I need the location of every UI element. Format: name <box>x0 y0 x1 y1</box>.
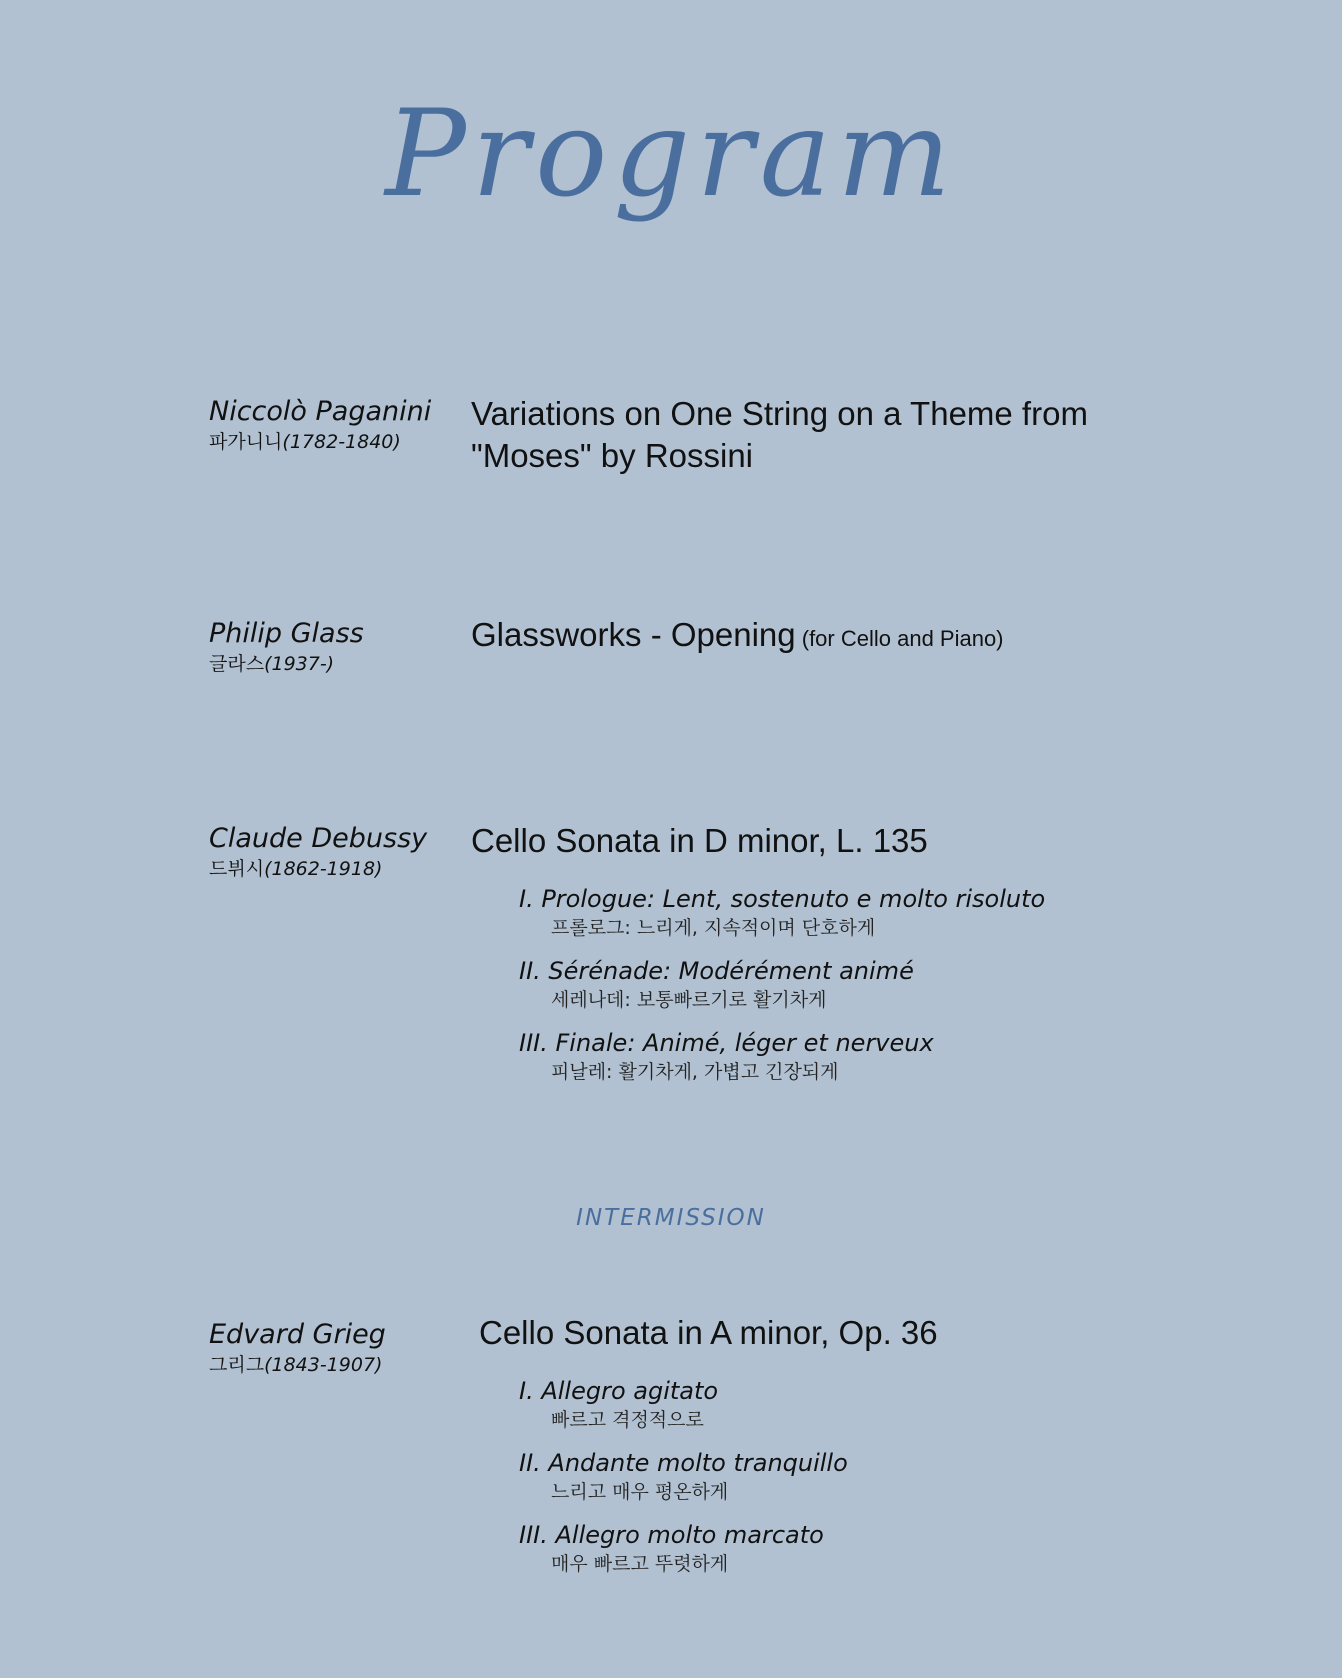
intermission-label: INTERMISSION <box>576 1205 766 1231</box>
movement-item <box>519 956 1091 1014</box>
composer-name: Claude Debussy <box>209 823 428 854</box>
movement-korean: 빠르고 격정적으로 <box>551 1409 704 1431</box>
composer-name: Philip Glass <box>209 618 364 649</box>
work-title <box>471 820 1091 866</box>
movement-korean: 프롤로그: 느리게, 지속적이며 단호하게 <box>551 917 876 939</box>
work-note: (for Cello and Piano) <box>795 626 1004 651</box>
composer-korean-name: 글라스 <box>209 653 265 675</box>
work-title <box>471 393 1091 481</box>
movement-list <box>479 1376 1099 1578</box>
movement-title: III. Finale: Animé, léger et nerveux <box>519 1029 934 1057</box>
composer-korean-name: 그리그 <box>209 1354 265 1376</box>
movement-item <box>519 1028 1091 1086</box>
work-title-text: Variations on One String on a Theme from "Moses" by Rossini <box>471 395 1088 474</box>
composer-glass <box>209 617 364 677</box>
movement-korean: 피날레: 활기차게, 가볍고 긴장되게 <box>551 1061 839 1083</box>
composer-years: (1782-1840) <box>282 431 401 453</box>
movement-korean: 매우 빠르고 뚜렷하게 <box>551 1553 729 1575</box>
movement-title: I. Allegro agitato <box>519 1377 719 1405</box>
composer-korean-line <box>209 856 427 882</box>
movement-title: II. Andante molto tranquillo <box>519 1449 848 1477</box>
work-grieg <box>479 1312 1099 1592</box>
composer-korean-line <box>209 651 364 677</box>
composer-years: (1937-) <box>264 653 335 675</box>
movement-item <box>519 1520 1099 1578</box>
work-paganini <box>471 393 1091 481</box>
movement-korean: 세레나데: 보통빠르기로 활기차게 <box>551 989 827 1011</box>
page-title: Program <box>385 85 957 224</box>
movement-title: III. Allegro molto marcato <box>519 1521 824 1549</box>
work-glass <box>471 614 1091 660</box>
work-title-text: Cello Sonata in A minor, Op. 36 <box>479 1314 938 1351</box>
composer-debussy <box>209 822 427 882</box>
work-title <box>479 1312 1099 1358</box>
movement-item <box>519 884 1091 942</box>
movement-korean: 느리고 매우 평온하게 <box>551 1481 729 1503</box>
composer-korean-line <box>209 1352 386 1378</box>
work-title-text: Glassworks - Opening <box>471 616 796 653</box>
composer-years: (1862-1918) <box>264 858 383 880</box>
movement-item <box>519 1376 1099 1434</box>
work-title-text: Cello Sonata in D minor, L. 135 <box>471 822 928 859</box>
movement-item <box>519 1448 1099 1506</box>
composer-name: Niccolò Paganini <box>209 396 432 427</box>
movement-list <box>471 884 1091 1086</box>
composer-paganini <box>209 395 431 455</box>
movement-title: I. Prologue: Lent, sostenuto e molto risoluto <box>519 885 1046 913</box>
composer-korean-name: 드뷔시 <box>209 858 265 880</box>
work-title <box>471 614 1091 660</box>
work-debussy <box>471 820 1091 1100</box>
composer-korean-name: 파가니니 <box>209 431 283 453</box>
movement-title: II. Sérénade: Modérément animé <box>519 957 914 985</box>
composer-name: Edvard Grieg <box>209 1319 386 1350</box>
composer-grieg <box>209 1318 386 1378</box>
composer-korean-line <box>209 429 431 455</box>
composer-years: (1843-1907) <box>264 1354 383 1376</box>
